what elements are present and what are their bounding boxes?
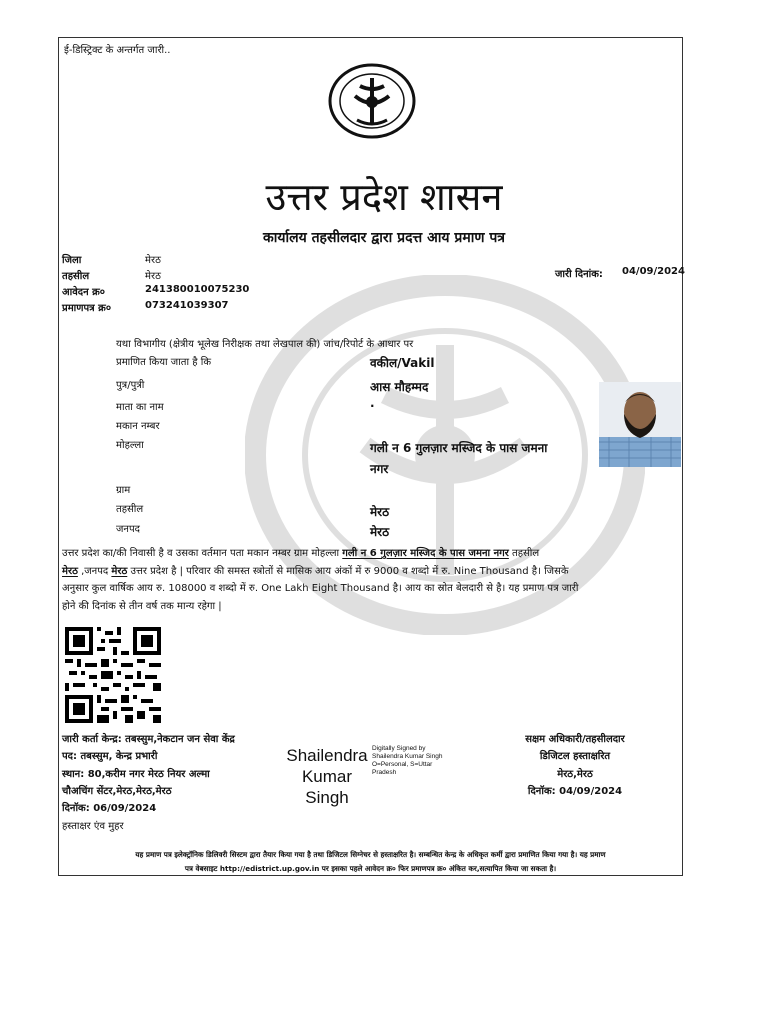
mother-label: माता का नाम — [116, 402, 164, 413]
issuer-sign-seal: हस्ताक्षर एंव मुहर — [62, 821, 124, 832]
body-line-1: उत्तर प्रदेश का/की निवासी है व उसका वर्तमान पता मकान नम्बर ग्राम मोहल्ला गली न 6 गुलज़ार मस्जिद के पास जमना नगर तहसील — [62, 548, 540, 559]
issuer-center: जारी कर्ता केन्द्र: तबस्सुम,नेकटान जन सेवा केंद्र — [62, 734, 235, 745]
govt-title: उत्तर प्रदेश शासन — [265, 175, 503, 219]
issuer-post: पद: तबस्सुम, केन्द्र प्रभारी — [62, 751, 158, 762]
authority-place: मेरठ,मेरठ — [557, 769, 593, 780]
locality-value-line2: नगर — [370, 462, 389, 476]
house-label: मकान नम्बर — [116, 421, 160, 432]
body-line-4: होने की दिनांक से तीन वर्ष तक मान्य रहेगा | — [62, 601, 222, 612]
father-value: आस मौहम्मद — [370, 380, 429, 394]
certified-label: प्रमाणित किया जाता है कि — [116, 357, 212, 368]
footer-line-2: पत्र वेबसाइट http://edistrict.up.gov.in पर इसका पहले आवेदन क्र० फिर प्रमाणपत्र क्र० अंकित कर,सत्यापित किया जा सकता है। — [184, 864, 557, 873]
locality-label: मोहल्ला — [116, 440, 144, 451]
district-value: मेरठ — [145, 255, 161, 266]
qr-code-icon — [65, 627, 161, 723]
village-label: ग्राम — [116, 485, 131, 496]
issuer-date: दिनॉक: 06/09/2024 — [62, 803, 157, 814]
authority-title: सक्षम अधिकारी/तहसीलदार — [525, 734, 625, 745]
mother-value: . — [370, 396, 375, 410]
monthly-income-digits: 9000 — [373, 566, 400, 577]
digital-signature-info: Digitally Signed by Shailendra Kumar Singh O=Personal, S=Uttar Pradesh — [372, 745, 443, 776]
district-label: जिला — [62, 255, 82, 266]
issue-date-value: 04/09/2024 — [622, 266, 685, 277]
intro-text: यथा विभागीय (क्षेत्रीय भूलेख निरीक्षक तथा लेखपाल की) जांच/रिपोर्ट के आधार पर — [116, 339, 414, 350]
authority-signed: डिजिटल हस्ताक्षरित — [539, 751, 611, 762]
body-line-2: मेरठ ,जनपद मेरठ उत्तर प्रदेश है | परिवार की समस्त स्त्रोतों से मासिक आय अंकों में रु 9000 व शब्दो में रु. Nine Thousand है। जिसके — [62, 566, 569, 577]
application-label: आवेदन क्र० — [62, 287, 106, 298]
locality-value-line1: गली न 6 गुलज़ार मस्जिद के पास जमना — [370, 441, 548, 455]
annual-income-digits: 108000 — [168, 583, 207, 594]
certificate-title: कार्यालय तहसीलदार द्वारा प्रदत्त आय प्रमाण पत्र — [262, 230, 506, 246]
name-value: वकील/Vakil — [370, 356, 435, 370]
issuer-place-line1: स्थान: 80,करीम नगर मेरठ नियर अल्मा — [62, 769, 210, 780]
certificate-no-value: 073241039307 — [145, 300, 229, 311]
relation-label: पुत्र/पुत्री — [116, 380, 145, 391]
annual-income-words: One Lakh Eight Thousand — [261, 583, 390, 594]
tehsil-label: तहसील — [62, 271, 90, 282]
issue-date-label: जारी दिनांक: — [555, 269, 603, 280]
applicant-photo — [599, 382, 681, 467]
monthly-income-words: Nine Thousand — [453, 566, 529, 577]
digital-signature-name: Shailendra Kumar Singh — [286, 746, 368, 807]
certificate-no-label: प्रमाणपत्र क्र० — [62, 303, 112, 314]
detail-tehsil-value: मेरठ — [370, 505, 390, 519]
detail-tehsil-label: तहसील — [116, 504, 144, 515]
address-underlined: गली न 6 गुलज़ार मस्जिद के पास जमना नगर — [342, 548, 509, 559]
up-govt-emblem-icon — [327, 62, 417, 140]
tehsil-value: मेरठ — [145, 271, 161, 282]
detail-district-value: मेरठ — [370, 525, 390, 539]
application-value: 241380010075230 — [145, 284, 250, 295]
body-line-3: अनुसार कुल वार्षिक आय रु. 108000 व शब्दो में रु. One Lakh Eight Thousand है। आय का स्रोत बेलदारी से है। यह प्रमाण पत्र जारी — [62, 583, 579, 594]
footer-line-1: यह प्रमाण पत्र इलेक्ट्रॉनिक डिलिवरी सिस्टम द्वारा तैयार किया गया है तथा डिजिटल सिग्नेचर से हस्ताक्षरित है। सम्बन्धित केन्द्र के अधिकृत कर्मी द्वारा प्रमाणित किया गया है। यह प्रमाण — [135, 850, 606, 859]
detail-district-label: जनपद — [116, 524, 140, 535]
authority-date: दिनॉक: 04/09/2024 — [527, 786, 623, 797]
issued-under-text: ई-डिस्ट्रिक्ट के अन्तर्गत जारी.. — [64, 45, 171, 56]
issuer-place-line2: चौअचिंग सेंटर,मेरठ,मेरठ,मेरठ — [62, 786, 172, 797]
